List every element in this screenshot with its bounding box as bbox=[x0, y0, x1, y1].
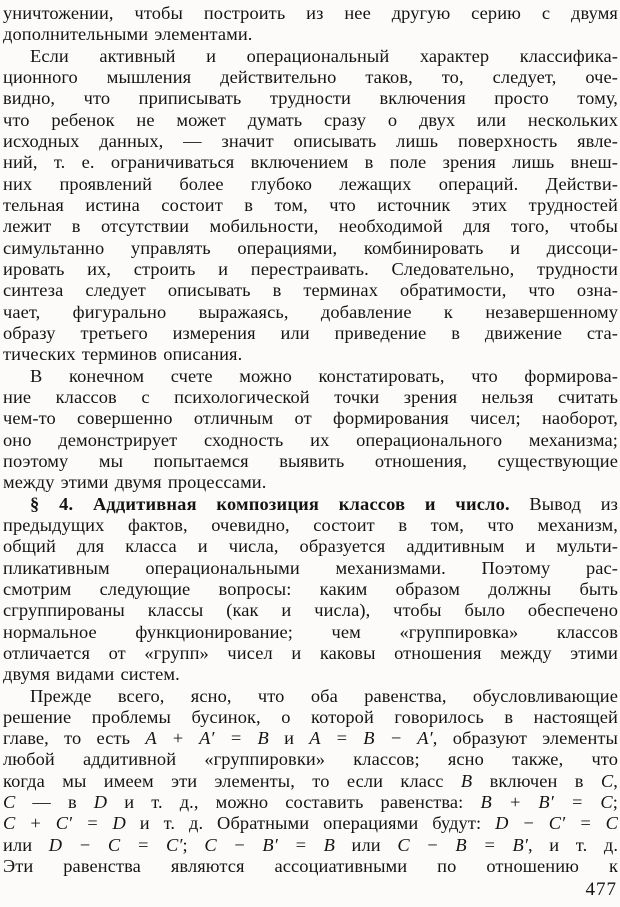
text-run: пликативным операциональными механизмами. Поэтому рас- bbox=[3, 557, 618, 578]
text-run: чем-то совершенно отличным от формирования чисел; наоборот, bbox=[3, 408, 618, 429]
text-line bbox=[3, 451, 618, 472]
math-formula: A + A′ = B bbox=[145, 728, 269, 749]
text-run: , bbox=[613, 770, 618, 791]
text-run: отличается от «групп» чисел и каковы отношения между этими bbox=[3, 642, 618, 663]
text-line bbox=[3, 856, 618, 877]
text-run: и т. д. Обратными операциями будут: bbox=[125, 813, 496, 834]
text-run: общий для класса и числа, образуется аддитивным и мульти- bbox=[3, 536, 618, 557]
math-formula: B bbox=[460, 770, 473, 791]
text-line bbox=[3, 835, 618, 856]
text-line bbox=[3, 600, 618, 621]
text-run: между этими двумя процессами. bbox=[3, 472, 267, 493]
text-run: , и т. д. bbox=[527, 834, 618, 855]
text-line bbox=[3, 707, 618, 728]
text-line bbox=[3, 238, 618, 259]
text-run: что ребенок не может думать сразу о двух или нескольких bbox=[3, 109, 618, 130]
text-line bbox=[3, 302, 618, 323]
text-line bbox=[3, 792, 618, 813]
text-line bbox=[3, 622, 618, 643]
text-run: ционного мышления действительно таков, то, следует, оче- bbox=[3, 66, 618, 87]
text-run: и bbox=[268, 728, 310, 749]
math-formula: A = B − A′ bbox=[309, 728, 433, 749]
text-line bbox=[3, 643, 618, 664]
text-line bbox=[3, 344, 618, 365]
text-run: или bbox=[3, 834, 49, 855]
text-run: поэтому мы попытаемся выявить отношения, существующие bbox=[3, 450, 618, 471]
text-line bbox=[3, 67, 618, 88]
text-line bbox=[3, 536, 618, 557]
text-run: ировать их, строить и перестраивать. Следовательно, трудности bbox=[3, 258, 618, 279]
text-run: смотрим следующие вопросы: каким образом должны быть bbox=[3, 578, 618, 599]
text-run: главе, то есть bbox=[3, 728, 146, 749]
text-run: двумя видами систем. bbox=[3, 664, 180, 685]
math-formula: C bbox=[600, 770, 614, 791]
text-run: — в bbox=[15, 792, 94, 813]
math-formula: C + C′ = D bbox=[3, 813, 126, 834]
math-formula: C bbox=[3, 792, 16, 813]
text-run: них проявлений более глубоко лежащих операций. Действи- bbox=[3, 173, 618, 194]
text-run: ; bbox=[612, 792, 618, 813]
text-run: Вывод из bbox=[509, 493, 618, 514]
text-run: видно, что приписывать трудности включения просто тому, bbox=[3, 88, 618, 109]
text-run: или bbox=[334, 834, 398, 855]
text-line bbox=[3, 366, 618, 387]
text-run: синтеза следует описывать в терминах обратимости, что озна- bbox=[3, 280, 618, 301]
text-line bbox=[3, 195, 618, 216]
text-line bbox=[3, 152, 618, 173]
math-formula: C − B = B′ bbox=[397, 834, 528, 855]
text-line bbox=[3, 771, 618, 792]
text-line bbox=[3, 110, 618, 131]
text-run: дополнительными элементами. bbox=[3, 24, 253, 45]
text-line bbox=[3, 728, 618, 749]
text-run: когда мы имеем эти элементы, то если класс bbox=[3, 770, 461, 791]
text-run: предыдущих фактов, очевидно, состоит в том, что механизм, bbox=[3, 514, 618, 535]
text-run: уничтожении, чтобы построить из нее другую серию с двумя bbox=[3, 3, 618, 23]
text-run: симультанно управлять операциями, комбинировать и диссоци- bbox=[3, 237, 618, 258]
text-run: и т. д., можно составить равенства: bbox=[107, 792, 481, 813]
text-run: В конечном счете можно констатировать, что формирова- bbox=[30, 365, 618, 386]
text-run: сгруппированы классы (как и числа), чтобы было обеспечено bbox=[3, 600, 618, 621]
section-heading: § 4. Аддитивная композиция классов и число. bbox=[30, 493, 510, 514]
text-run: тельная истина состоит в том, что источник этих трудностей bbox=[3, 194, 618, 215]
text-run: оно демонстрирует сходность их операционального механизма; bbox=[3, 429, 618, 450]
text-line bbox=[3, 216, 618, 237]
math-formula: D bbox=[93, 792, 108, 813]
text-line bbox=[3, 174, 618, 195]
text-run: ; bbox=[182, 834, 205, 855]
text-line bbox=[3, 558, 618, 579]
text-run: лежит в отсутствии мобильности, необходимой для того, чтобы bbox=[3, 216, 618, 237]
page-number: 477 bbox=[585, 879, 617, 900]
math-formula: D − C′ = C bbox=[495, 813, 618, 834]
text-line bbox=[3, 664, 618, 685]
text-run: Эти равенства являются ассоциативными по отношению к bbox=[3, 856, 618, 877]
text-line bbox=[3, 686, 618, 707]
text-line bbox=[3, 494, 618, 515]
text-line bbox=[3, 24, 618, 45]
text-run: чает, фигурально выражаясь, добавление к незавершенному bbox=[3, 301, 618, 322]
text-line bbox=[3, 579, 618, 600]
text-run: ние классов с психологической точки зрения нельзя считать bbox=[3, 386, 618, 407]
text-line bbox=[3, 46, 618, 67]
text-run: Прежде всего, ясно, что оба равенства, обусловливающие bbox=[30, 685, 618, 706]
text-line bbox=[3, 323, 618, 344]
text-run: любой аддитивной «группировки» классов; ясно также, что bbox=[3, 749, 618, 770]
text-line bbox=[3, 472, 618, 493]
math-formula: D − C = C′ bbox=[48, 834, 183, 855]
text-run: исходных данных, — значит описывать лишь поверхность явле- bbox=[3, 130, 618, 151]
text-run: образу третьего измерения или приведение в движение ста- bbox=[3, 322, 618, 343]
text-run: нормальное функционирование; чем «группировка» классов bbox=[3, 621, 618, 642]
text-line bbox=[3, 430, 618, 451]
text-line bbox=[3, 88, 618, 109]
text-line bbox=[3, 131, 618, 152]
math-formula: C − B′ = B bbox=[204, 834, 335, 855]
text-line bbox=[3, 749, 618, 770]
text-run: Если активный и операциональный характер классифика- bbox=[30, 45, 618, 66]
text-line bbox=[3, 387, 618, 408]
text-run: ний, т. е. ограничиваться включением в поле зрения лишь внеш- bbox=[3, 152, 618, 173]
math-formula: B + B′ = C bbox=[480, 792, 613, 813]
text-line bbox=[3, 408, 618, 429]
text-run: , образуют элементы bbox=[432, 728, 618, 749]
text-run: тических терминов описания. bbox=[3, 344, 243, 365]
text-line bbox=[3, 515, 618, 536]
text-run: решение проблемы бусинок, о которой говорилось в настоящей bbox=[3, 706, 618, 727]
text-line bbox=[3, 3, 618, 24]
text-line bbox=[3, 813, 618, 834]
text-line bbox=[3, 259, 618, 280]
text-line bbox=[3, 280, 618, 301]
text-run: включен в bbox=[472, 770, 601, 791]
